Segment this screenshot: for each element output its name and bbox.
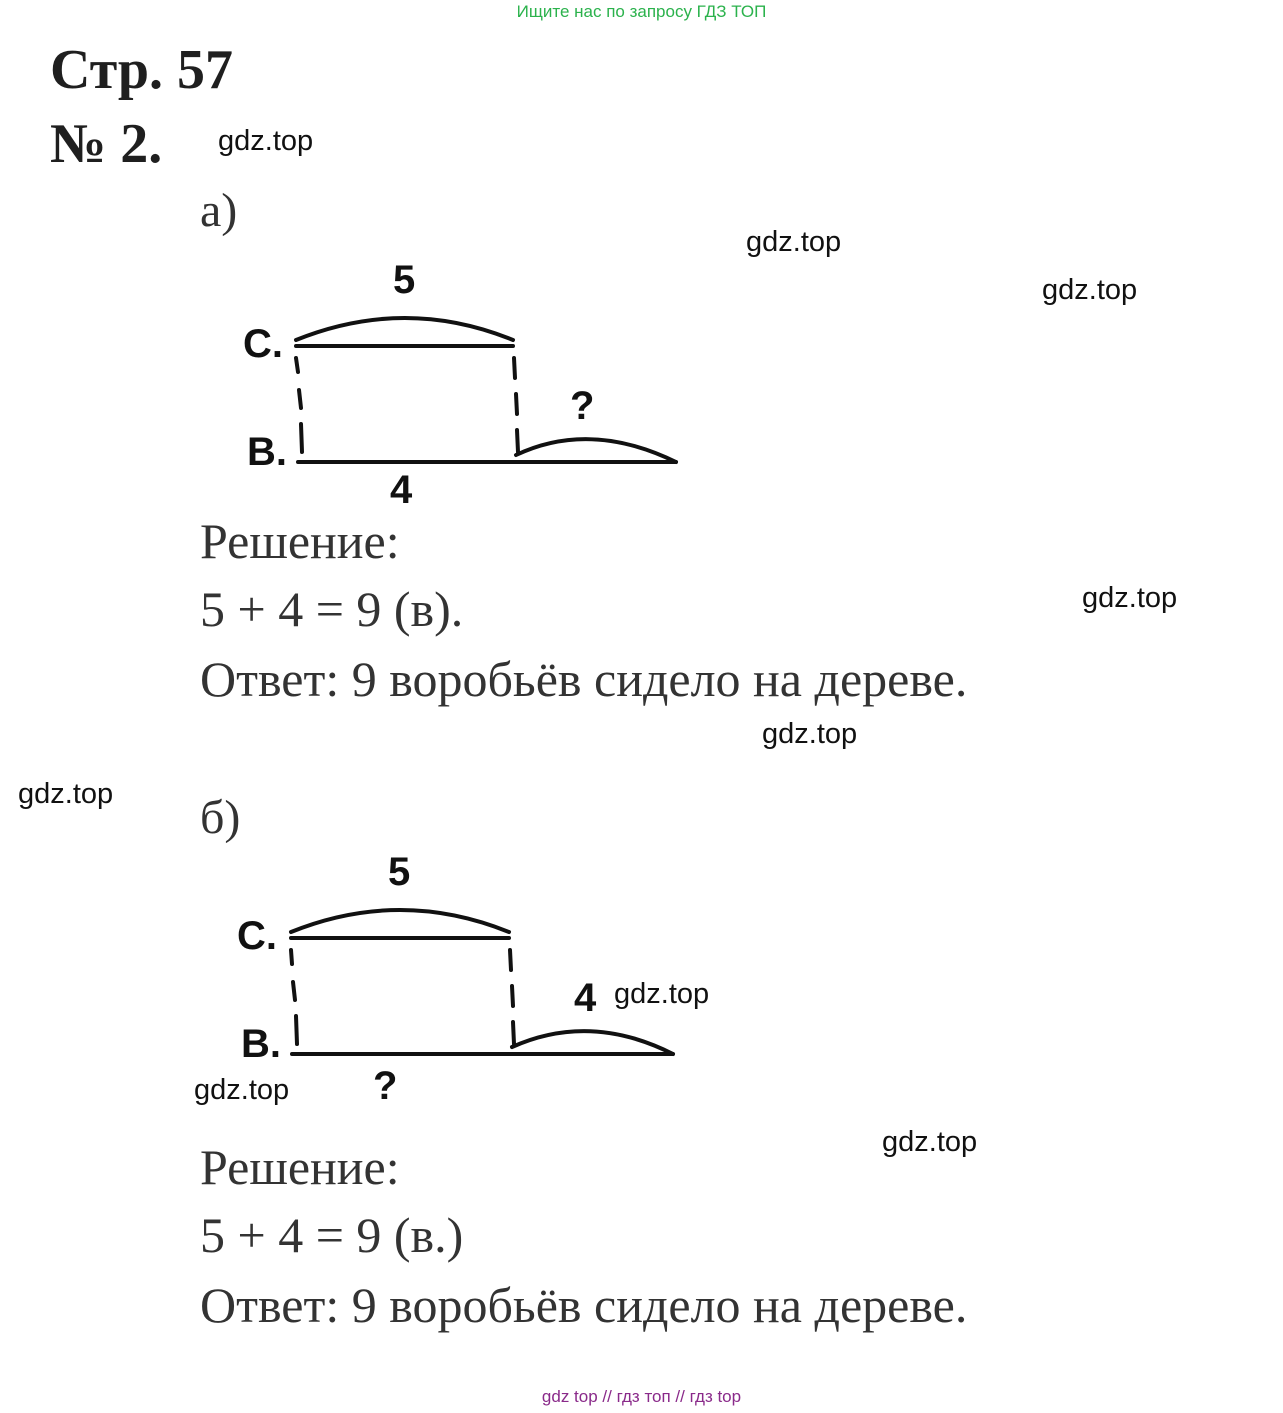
page-title: Стр. 57 — [50, 39, 234, 101]
part-b-label: б) — [200, 791, 241, 844]
part-a-equation: 5 + 4 = 9 (в). — [200, 581, 464, 637]
part-a-solution-label: Решение: — [200, 513, 400, 569]
brace-top — [291, 910, 509, 932]
watermark: gdz.top — [762, 718, 858, 750]
exercise-number: № 2. — [50, 113, 163, 175]
part-b-top-value: 5 — [388, 850, 411, 894]
part-a-row2-label: В. — [247, 430, 287, 474]
part-b-solution-label: Решение: — [200, 1139, 400, 1195]
part-b-equation: 5 + 4 = 9 (в.) — [200, 1207, 464, 1263]
watermark: gdz.top — [1082, 582, 1178, 614]
part-a-answer: Ответ: 9 воробьёв сидело на дереве. — [200, 651, 968, 707]
part-a-top-value: 5 — [393, 258, 416, 302]
footer-links: gdz top // гдз топ // гдз top — [541, 1387, 742, 1406]
part-b-extra-value: 4 — [574, 976, 597, 1020]
watermark: gdz.top — [614, 978, 710, 1010]
watermark: gdz.top — [18, 778, 114, 810]
watermark: gdz.top — [218, 125, 314, 157]
part-b-row1-label: С. — [237, 914, 277, 958]
watermark: gdz.top — [746, 226, 842, 258]
search-hint-banner: Ищите нас по запросу ГДЗ ТОП — [516, 2, 767, 21]
part-a-label: а) — [200, 184, 238, 237]
part-b-answer: Ответ: 9 воробьёв сидело на дереве. — [200, 1277, 968, 1333]
part-b-bottom-value: ? — [373, 1064, 398, 1108]
brace-extra — [512, 1031, 673, 1054]
part-b-row2-label: В. — [241, 1022, 281, 1066]
watermark: gdz.top — [882, 1126, 978, 1158]
part-a-row1-label: С. — [243, 322, 283, 366]
part-a-extra-value: ? — [570, 384, 595, 428]
watermark: gdz.top — [1042, 274, 1138, 306]
watermark: gdz.top — [194, 1074, 290, 1106]
part-a-bottom-value: 4 — [390, 468, 413, 512]
